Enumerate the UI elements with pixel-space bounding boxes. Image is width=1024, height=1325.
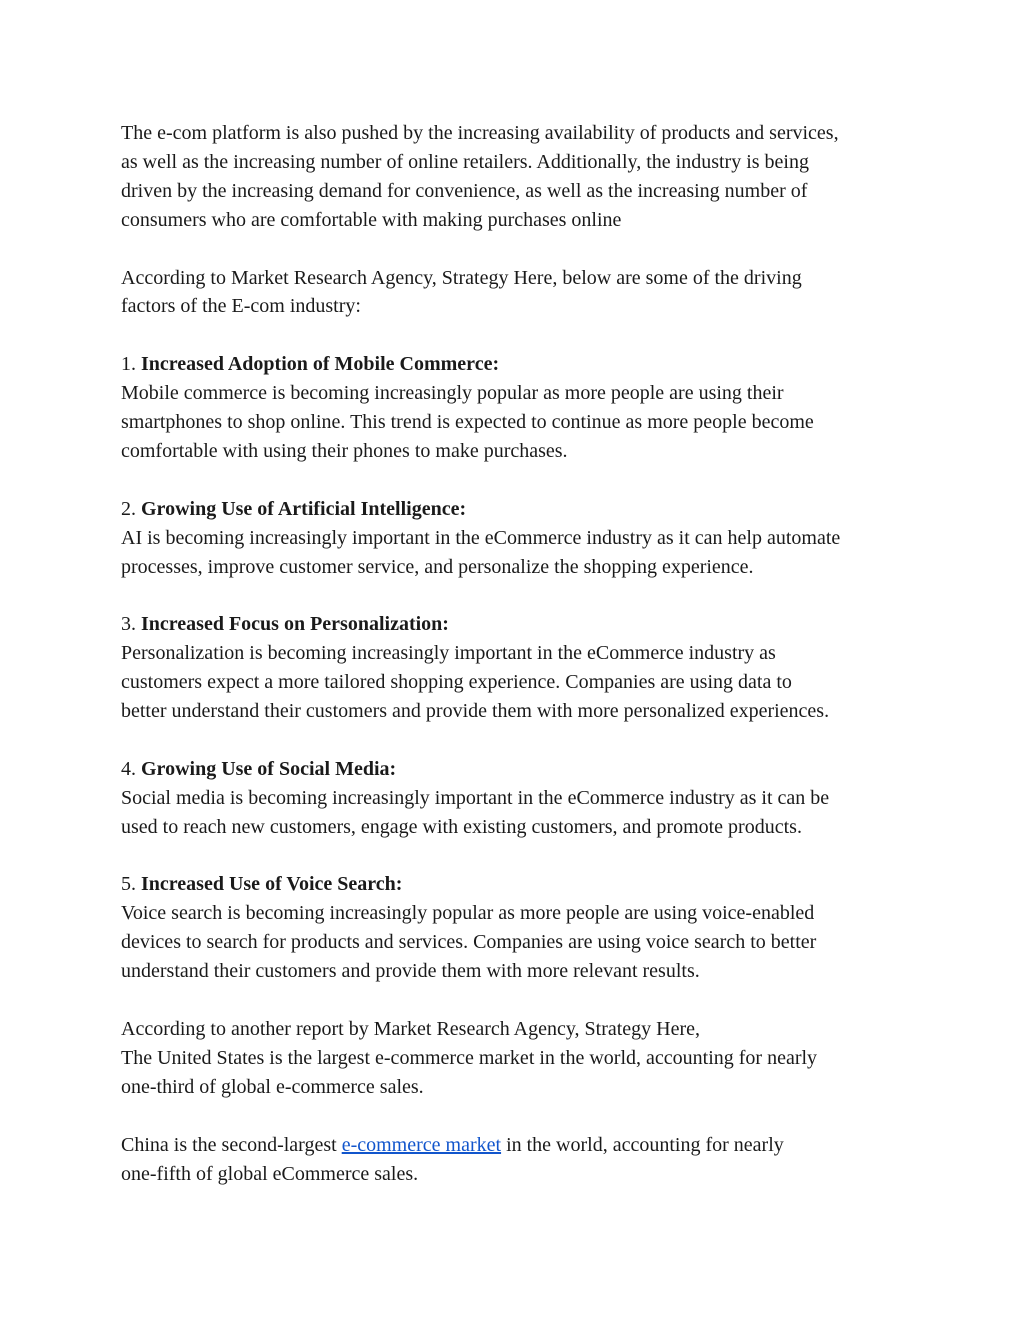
intro-line: as well as the increasing number of online retailers. Additionally, the industry is being <box>121 150 809 173</box>
factor-line: devices to search for products and services. Companies are using voice search to better <box>121 931 817 954</box>
factor-heading <box>121 755 921 784</box>
factor-line: AI is becoming increasingly important in the eCommerce industry as it can help automate <box>121 526 841 549</box>
factor-heading <box>121 350 921 379</box>
factor-line: Mobile commerce is becoming increasingly popular as more people are using their <box>121 382 784 405</box>
report-line: one-third of global e-commerce sales. <box>121 1075 424 1098</box>
factor-item-personalization <box>121 610 921 726</box>
china-paragraph <box>121 1131 921 1189</box>
factor-title: Growing Use of Artificial Intelligence: <box>141 497 467 520</box>
factor-heading <box>121 610 921 639</box>
factor-line: smartphones to shop online. This trend is expected to continue as more people become <box>121 411 814 434</box>
factor-line: processes, improve customer service, and personalize the shopping experience. <box>121 555 754 578</box>
factor-line: Personalization is becoming increasingly important in the eCommerce industry as <box>121 642 776 665</box>
factor-line: used to reach new customers, engage with existing customers, and promote products. <box>121 815 802 838</box>
factor-title: Increased Adoption of Mobile Commerce: <box>141 353 500 376</box>
factor-line: comfortable with using their phones to make purchases. <box>121 439 568 462</box>
lead-line: factors of the E-com industry: <box>121 295 361 318</box>
china-line: one-fifth of global eCommerce sales. <box>121 1162 419 1185</box>
china-text-before-link: China is the second-largest <box>121 1133 342 1156</box>
factor-number: 1. <box>121 353 136 376</box>
intro-paragraph <box>121 119 921 235</box>
factor-line: understand their customers and provide them with more relevant results. <box>121 960 700 983</box>
lead-paragraph <box>121 264 921 322</box>
factor-item-voice-search <box>121 870 921 986</box>
factor-line: Social media is becoming increasingly important in the eCommerce industry as it can be <box>121 786 830 809</box>
factor-number: 5. <box>121 873 136 896</box>
factor-title: Increased Focus on Personalization: <box>141 613 449 636</box>
factor-line: Voice search is becoming increasingly popular as more people are using voice-enabled <box>121 902 815 925</box>
report-line: According to another report by Market Research Agency, Strategy Here, <box>121 1017 701 1040</box>
factor-item-mobile-commerce <box>121 350 921 466</box>
factor-title: Growing Use of Social Media: <box>141 757 397 780</box>
factor-item-artificial-intelligence <box>121 495 921 582</box>
china-line <box>121 1131 921 1160</box>
factor-title: Increased Use of Voice Search: <box>141 873 403 896</box>
lead-line: According to Market Research Agency, Strategy Here, below are some of the driving <box>121 266 802 289</box>
china-text-after-link: in the world, accounting for nearly <box>501 1133 784 1156</box>
factor-heading <box>121 495 921 524</box>
factor-number: 3. <box>121 613 136 636</box>
intro-line: consumers who are comfortable with making purchases online <box>121 208 622 231</box>
factor-number: 4. <box>121 757 136 780</box>
ecommerce-market-link[interactable]: e-commerce market <box>341 1133 502 1156</box>
factor-item-social-media <box>121 755 921 842</box>
document-page <box>121 119 921 1217</box>
factor-number: 2. <box>121 497 136 520</box>
factor-line: customers expect a more tailored shopping experience. Companies are using data to <box>121 671 792 694</box>
factor-heading <box>121 870 921 899</box>
intro-line: The e-com platform is also pushed by the increasing availability of products and services, <box>121 122 839 144</box>
factor-line: better understand their customers and provide them with more personalized experiences. <box>121 700 830 723</box>
intro-line: driven by the increasing demand for convenience, as well as the increasing number of <box>121 179 808 202</box>
report-paragraph <box>121 1015 921 1102</box>
report-line: The United States is the largest e-commerce market in the world, accounting for nearly <box>121 1046 818 1069</box>
